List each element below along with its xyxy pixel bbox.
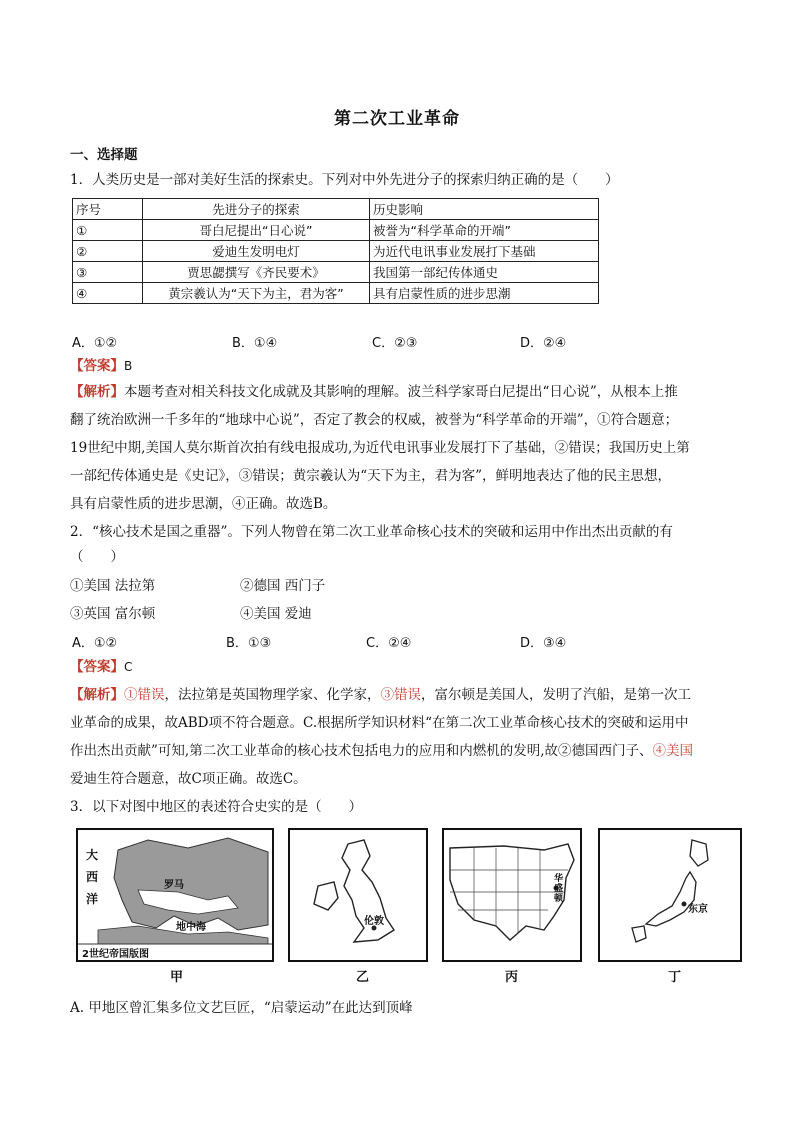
q2-analysis-line bbox=[70, 741, 730, 761]
table-header-cell: 先进分子的探索 bbox=[143, 199, 370, 220]
answer-value: B bbox=[124, 359, 133, 373]
table-cell: ④ bbox=[73, 283, 143, 304]
roman-empire-map-icon bbox=[78, 830, 272, 960]
analysis-label: 【解析】 bbox=[70, 687, 124, 703]
q1-analysis-line: 具有启蒙性质的进步思潮，④正确。故选B。 bbox=[70, 496, 337, 512]
table-cell: 我国第一部纪传体通史 bbox=[370, 262, 599, 283]
q2-option-c[interactable]: C．②④ bbox=[366, 636, 412, 651]
q3-maps bbox=[76, 828, 740, 960]
map-caption: 丁 bbox=[668, 970, 682, 985]
analysis-text: 本题考查对相关科技文化成就及其影响的理解。波兰科学家哥白尼提出“日心说”，从根本上推 bbox=[124, 384, 678, 400]
table-cell: ② bbox=[73, 241, 143, 262]
analysis-red: ④美国 bbox=[652, 743, 693, 759]
table-cell: 哥白尼提出“日心说” bbox=[143, 220, 370, 241]
table-cell: 被誉为“科学革命的开端” bbox=[370, 220, 599, 241]
q1-stem: 1．人类历史是一部对美好生活的探索史。下列对中外先进分子的探索归纳正确的是（ ） bbox=[70, 172, 619, 188]
table-row bbox=[73, 220, 599, 241]
q1-option-a[interactable]: A．①② bbox=[72, 336, 118, 351]
analysis-red: ③错误 bbox=[380, 687, 421, 703]
map-caption: 丙 bbox=[505, 970, 519, 985]
analysis-text: ，富尔顿是美国人，发明了汽船，是第一次工 bbox=[421, 687, 691, 703]
table-cell: 具有启蒙性质的进步思潮 bbox=[370, 283, 599, 304]
q2-option-a[interactable]: A．①② bbox=[72, 636, 118, 651]
answer-value: C bbox=[124, 660, 133, 674]
map-label: 大 bbox=[86, 848, 99, 862]
table-row bbox=[73, 262, 599, 283]
table-row bbox=[73, 241, 599, 262]
q2-answer bbox=[70, 657, 730, 677]
table-cell: 爱迪生发明电灯 bbox=[143, 241, 370, 262]
map-label: 地中海 bbox=[176, 922, 206, 933]
map-label: 罗马 bbox=[164, 880, 184, 891]
q2-item: ③英国 富尔顿 bbox=[70, 606, 156, 622]
q3-stem: 3．以下对图中地区的表述符合史实的是（ ） bbox=[70, 799, 363, 815]
japan-map-icon bbox=[600, 830, 740, 960]
table-cell: 为近代电讯事业发展打下基础 bbox=[370, 241, 599, 262]
table-header-row bbox=[73, 199, 599, 220]
map-label: 洋 bbox=[86, 892, 99, 906]
analysis-label: 【解析】 bbox=[70, 384, 124, 400]
map-roman-empire bbox=[76, 828, 274, 962]
table-cell: 黄宗羲认为“天下为主，君为客” bbox=[143, 283, 370, 304]
q2-analysis-line bbox=[70, 685, 730, 705]
map-caption: 乙 bbox=[356, 970, 370, 985]
q2-option-d[interactable]: D．③④ bbox=[520, 636, 567, 651]
q2-option-b[interactable]: B．①③ bbox=[226, 636, 272, 651]
analysis-red: ①错误 bbox=[124, 687, 165, 703]
analysis-text: ，法拉第是英国物理学家、化学家， bbox=[164, 687, 381, 703]
section-heading: 一、选择题 bbox=[70, 147, 138, 163]
q1-analysis-line: 19世纪中期,美国人莫尔斯首次拍有线电报成功,为近代电讯事业发展打下了基础，②错误；我国历史上第 bbox=[70, 440, 690, 456]
q1-option-b[interactable]: B．①④ bbox=[232, 336, 278, 351]
q2-analysis-line: 业革命的成果，故ABD项不符合题意。C.根据所学知识材料“在第二次工业革命核心技术的突破和运用中 bbox=[70, 715, 689, 731]
page-title: 第二次工业革命 bbox=[334, 109, 460, 129]
analysis-text: 作出杰出贡献”可知,第二次工业革命的核心技术包括电力的应用和内燃机的发明,故②德国西门子、 bbox=[70, 743, 653, 759]
q2-item: ②德国 西门子 bbox=[240, 578, 326, 594]
q3-option-a[interactable]: A. 甲地区曾汇集多位文艺巨匠，“启蒙运动”在此达到顶峰 bbox=[70, 1000, 413, 1016]
answer-label: 【答案】 bbox=[70, 358, 124, 374]
table-row bbox=[73, 283, 599, 304]
table-cell: ③ bbox=[73, 262, 143, 283]
map-label: 伦敦 bbox=[364, 916, 384, 927]
table-header-cell: 序号 bbox=[73, 199, 143, 220]
q1-option-d[interactable]: D．②④ bbox=[520, 336, 567, 351]
map-footer: 2世纪帝国版图 bbox=[82, 949, 149, 960]
q1-analysis-line: 翻了统治欧洲一千多年的“地球中心说”，否定了教会的权威，被誉为“科学革命的开端”，①符合题意； bbox=[70, 412, 679, 428]
q2-stem-bracket: （ ） bbox=[70, 549, 124, 565]
q1-analysis-line bbox=[70, 382, 730, 402]
q1-answer bbox=[70, 356, 730, 376]
table-header-cell: 历史影响 bbox=[370, 199, 599, 220]
map-label: 西 bbox=[86, 870, 99, 884]
q1-table bbox=[72, 198, 599, 304]
q2-analysis-line: 爱迪生符合题意，故C项正确。故选C。 bbox=[70, 771, 307, 787]
q1-analysis-line: 一部纪传体通史是《史记》，③错误；黄宗羲认为“天下为主，君为客”，鲜明地表达了他的民主思想， bbox=[70, 468, 672, 484]
map-japan bbox=[598, 828, 742, 962]
q1-option-c[interactable]: C．②③ bbox=[372, 336, 418, 351]
q2-item: ④美国 爱迪 bbox=[240, 606, 312, 622]
table-cell: 贾思勰撰写《齐民要术》 bbox=[143, 262, 370, 283]
answer-label: 【答案】 bbox=[70, 659, 124, 675]
map-britain bbox=[288, 828, 428, 962]
q2-stem: 2．“核心技术是国之重器”。下列人物曾在第二次工业革命核心技术的突破和运用中作出杰出贡献的有 bbox=[70, 524, 673, 540]
britain-map-icon bbox=[290, 830, 426, 960]
map-label: 华盛顿 bbox=[554, 874, 564, 904]
map-label: 东京 bbox=[688, 904, 708, 915]
q2-item: ①美国 法拉第 bbox=[70, 578, 156, 594]
table-cell: ① bbox=[73, 220, 143, 241]
map-caption: 甲 bbox=[170, 970, 184, 985]
map-usa bbox=[442, 828, 582, 962]
